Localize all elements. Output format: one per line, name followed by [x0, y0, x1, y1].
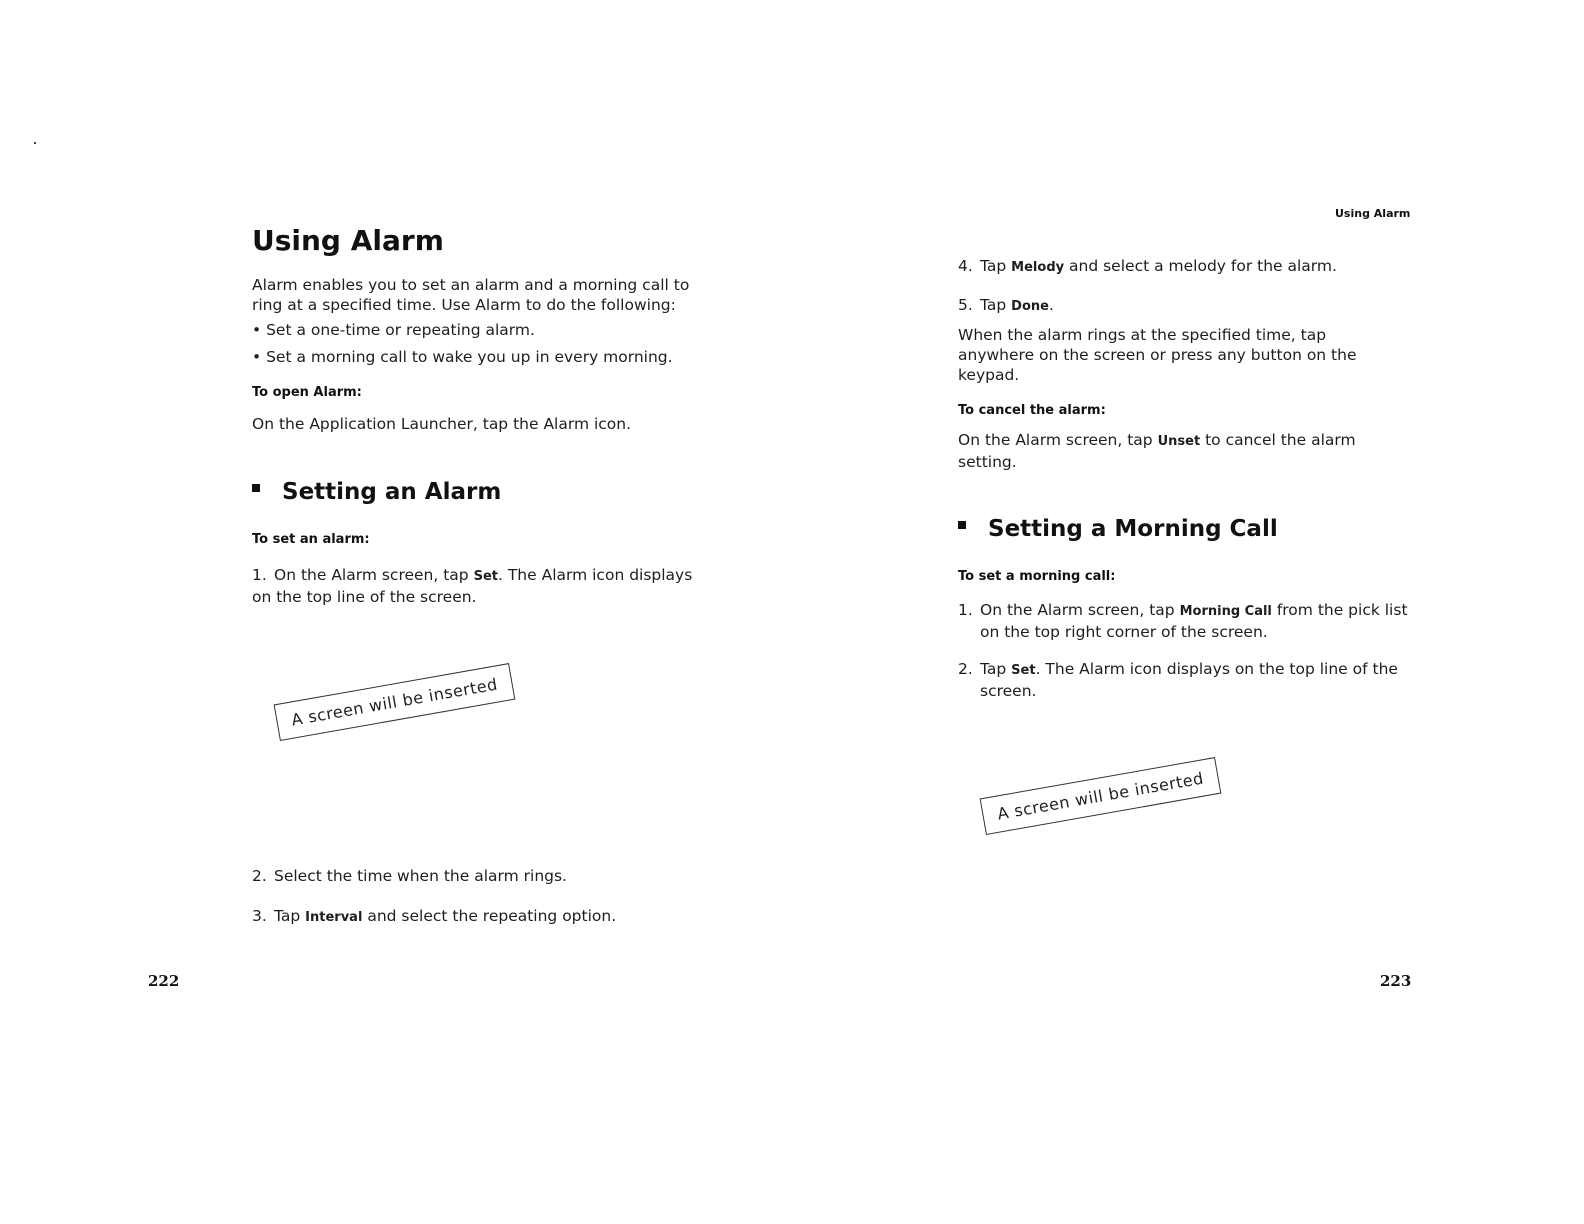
- open-alarm-text: On the Application Launcher, tap the Alarm icon.: [252, 415, 632, 433]
- bullet-marker: •: [252, 348, 267, 366]
- step-body: [980, 600, 1418, 642]
- intro-paragraph: Alarm enables you to set an alarm and a morning call to ring at a specified time. Use Alarm to do the following:: [252, 276, 690, 314]
- step-text: from the pick list on the top right corner of the screen.: [980, 601, 1408, 641]
- step-item: [252, 906, 712, 928]
- step-text: . The Alarm icon displays on the top line of the screen.: [980, 660, 1398, 700]
- keyword: Morning Call: [1179, 604, 1272, 619]
- bullet-text: Set a morning call to wake you up in every morning.: [266, 348, 673, 366]
- screenshot-placeholder: A screen will be inserted: [980, 757, 1222, 835]
- cancel-alarm-heading: To cancel the alarm:: [958, 403, 1106, 418]
- step-item: [958, 295, 1418, 317]
- step-number: 1.: [252, 566, 267, 584]
- morning-call-heading: To set a morning call:: [958, 569, 1116, 584]
- section-heading-setting-alarm: [252, 479, 501, 505]
- cancel-text: to cancel the alarm setting.: [958, 431, 1356, 471]
- bullet-item: [252, 320, 722, 340]
- page-number-left: 222: [148, 972, 180, 990]
- scan-speck: [34, 142, 36, 144]
- keyword: Done: [1011, 299, 1049, 314]
- screenshot-placeholder: A screen will be inserted: [274, 663, 516, 741]
- cancel-text: On the Alarm screen, tap: [958, 431, 1158, 449]
- step-text: Tap: [980, 257, 1012, 275]
- step-item: [958, 256, 1418, 278]
- step-text: Tap: [980, 296, 1012, 314]
- keyword: Set: [473, 569, 498, 584]
- step-number: 1.: [958, 601, 973, 619]
- keyword: Interval: [305, 910, 363, 925]
- step-text: On the Alarm screen, tap: [980, 601, 1180, 619]
- page-title: Using Alarm: [252, 224, 444, 257]
- bullet-item: [252, 347, 722, 367]
- keyword: Melody: [1011, 260, 1065, 275]
- step-text: Tap: [980, 660, 1012, 678]
- step-text: and select the repeating option.: [362, 907, 617, 925]
- step-item: [958, 659, 1418, 701]
- section-heading-text: Setting a Morning Call: [988, 516, 1278, 542]
- open-alarm-heading: To open Alarm:: [252, 385, 362, 400]
- step-item: [252, 866, 712, 886]
- step-number: 3.: [252, 907, 267, 925]
- step-body: [980, 659, 1418, 701]
- bullet-list: [252, 320, 722, 367]
- step-number: 2.: [958, 660, 973, 678]
- step-number: 2.: [252, 867, 267, 885]
- square-bullet-icon: [252, 484, 260, 492]
- bullet-text: Set a one-time or repeating alarm.: [266, 321, 535, 339]
- keyword: Set: [1011, 663, 1036, 678]
- step-item: [252, 565, 712, 607]
- step-text: .: [1048, 296, 1054, 314]
- ring-paragraph: When the alarm rings at the specified time, tap anywhere on the screen or press any button on the keypad.: [958, 326, 1357, 384]
- bullet-marker: •: [252, 321, 267, 339]
- step-text: Select the time when the alarm rings.: [274, 867, 567, 885]
- step-number: 4.: [958, 257, 973, 275]
- cancel-paragraph: [958, 430, 1388, 472]
- square-bullet-icon: [958, 521, 966, 529]
- step-number: 5.: [958, 296, 973, 314]
- keyword: Unset: [1157, 434, 1201, 449]
- section-heading-text: Setting an Alarm: [282, 479, 502, 505]
- section-heading-morning-call: [958, 516, 1278, 542]
- step-text: . The Alarm icon displays on the top line of the screen.: [252, 566, 693, 606]
- running-head: Using Alarm: [1335, 207, 1411, 220]
- step-text: On the Alarm screen, tap: [274, 566, 474, 584]
- step-text: and select a melody for the alarm.: [1064, 257, 1337, 275]
- page-number-right: 223: [1380, 972, 1412, 990]
- step-text: Tap: [274, 907, 306, 925]
- step-item: [958, 600, 1418, 642]
- set-alarm-heading: To set an alarm:: [252, 532, 370, 547]
